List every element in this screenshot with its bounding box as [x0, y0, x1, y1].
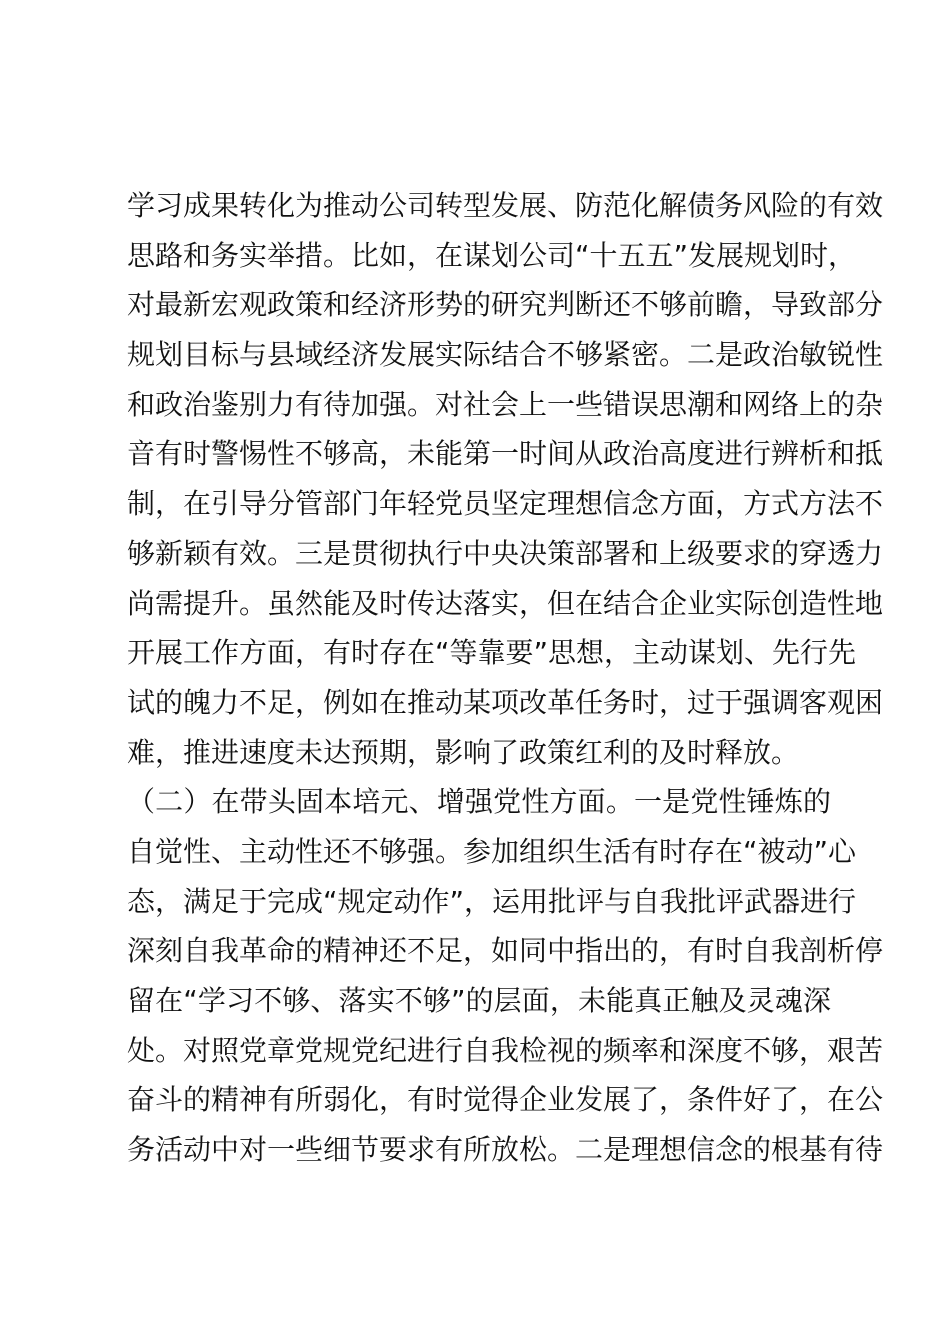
document-page [127, 186, 884, 1180]
text-line: 奋斗的精神有所弱化，有时觉得企业发展了，条件好了，在公 [127, 1083, 884, 1117]
text-line: 思路和务实举措。比如，在谋划公司“十五五”发展规划时， [127, 238, 857, 272]
text-line: 试的魄力不足，例如在推动某项改革任务时，过于强调客观困 [127, 685, 884, 719]
paragraph-2 [127, 782, 884, 1180]
text-line: 规划目标与县域经济发展实际结合不够紧密。二是政治敏锐性 [127, 338, 884, 372]
text-line: 学习成果转化为推动公司转型发展、防范化解债务风险的有效 [127, 189, 884, 222]
text-line: 开展工作方面，有时存在“等靠要”思想，主动谋划、先行先 [127, 636, 857, 670]
text-line: 自觉性、主动性还不够强。参加组织生活有时存在“被动”心 [127, 834, 857, 868]
text-line: 态，满足于完成“规定动作”，运用批评与自我批评武器进行 [127, 884, 857, 918]
text-line: 音有时警惕性不够高，未能第一时间从政治高度进行辨析和抵 [127, 437, 884, 471]
paragraph-1 [127, 186, 884, 782]
text-line: 制，在引导分管部门年轻党员坚定理想信念方面，方式方法不 [127, 487, 884, 521]
text-line: （二）在带头固本培元、增强党性方面。一是党性锤炼的 [127, 785, 831, 819]
text-line: 和政治鉴别力有待加强。对社会上一些错误思潮和网络上的杂 [127, 387, 884, 421]
text-line: 深刻自我革命的精神还不足，如同中指出的，有时自我剖析停 [127, 934, 884, 968]
text-line: 难，推进速度未达预期，影响了政策红利的及时释放。 [127, 735, 800, 769]
text-line: 留在“学习不够、落实不够”的层面，未能真正触及灵魂深 [127, 984, 831, 1017]
text-line: 对最新宏观政策和经济形势的研究判断还不够前瞻，导致部分 [127, 288, 884, 322]
text-line: 务活动中对一些细节要求有所放松。二是理想信念的根基有待 [127, 1133, 884, 1167]
text-line: 尚需提升。虽然能及时传达落实，但在结合企业实际创造性地 [127, 586, 884, 620]
text-line: 处。对照党章党规党纪进行自我检视的频率和深度不够，艰苦 [127, 1033, 884, 1067]
text-line: 够新颖有效。三是贯彻执行中央决策部署和上级要求的穿透力 [127, 536, 884, 570]
